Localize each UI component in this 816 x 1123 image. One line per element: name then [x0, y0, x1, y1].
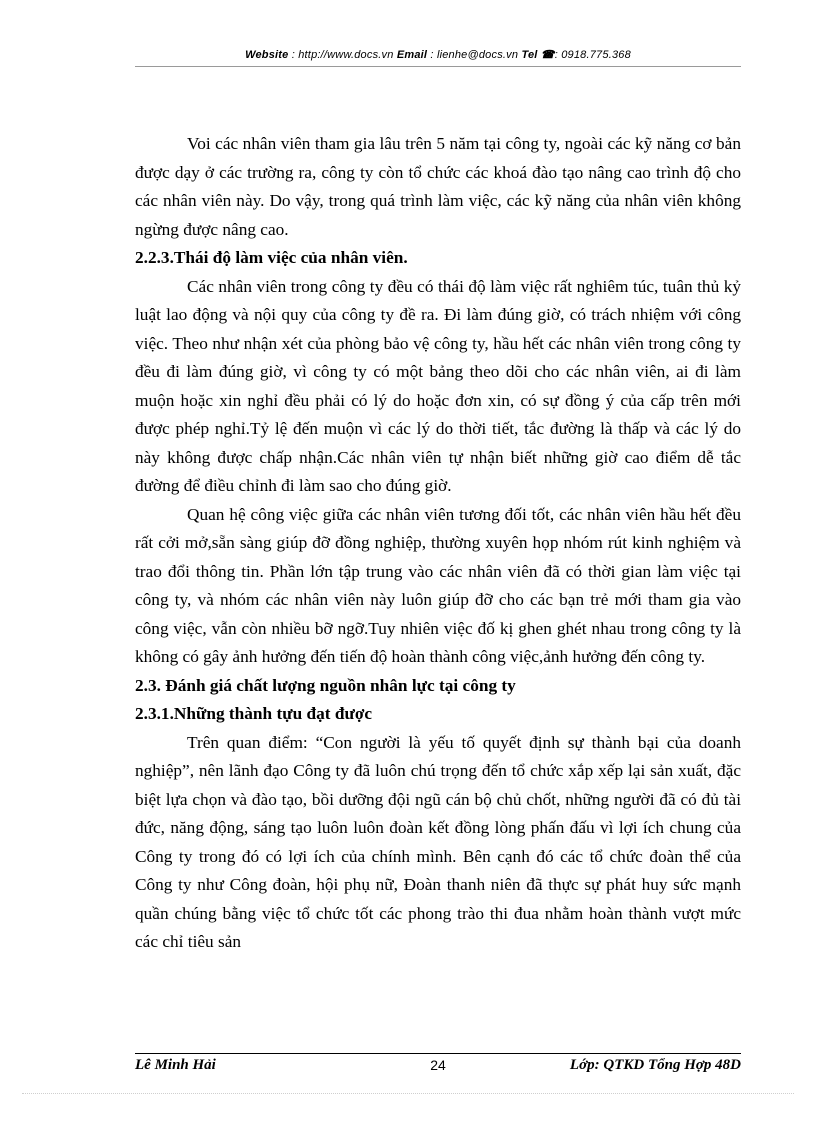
tel-label: Tel — [521, 49, 538, 61]
page-content — [135, 130, 741, 957]
page-header — [135, 48, 741, 61]
phone-number: : 0918.775.368 — [554, 49, 631, 61]
website-label: Website — [245, 49, 289, 61]
footer-divider — [135, 1053, 741, 1054]
paragraph-1: Voi các nhân viên tham gia lâu trên 5 năm tại công ty, ngoài các kỹ năng cơ bản được dạy ở các trường ra, công ty còn tổ chức các khoá đào tạo nâng cao trình độ cho các nhân viên này. Do vậy, trong quá trình làm việc, các kỹ năng của nhân viên không ngừng được nâng cao. — [135, 134, 741, 239]
heading-2-2-3: 2.2.3.Thái độ làm việc của nhân viên. — [135, 248, 408, 267]
page-number: 24 — [430, 1057, 446, 1073]
paragraph-4: Trên quan điểm: “Con người là yếu tố quyết định sự thành bại của doanh nghiệp”, nên lãnh đạo Công ty đã luôn chú trọng đến tổ chức xắp xếp lại sản xuất, đặc biệt lựa chọn và đào tạo, bồi dưỡng đội ngũ cán bộ chủ chốt, những người đã có đủ tài đức, năng động, sáng tạo luôn luôn đoàn kết đồng lòng phấn đấu vì lợi ích chung của Công ty trong đó có lợi ích của chính mình. Bên cạnh đó các tổ chức đoàn thể của Công ty như Công đoàn, hội phụ nữ, Đoàn thanh niên đã thực sự phát huy sức mạnh quần chúng bằng việc tổ chức tốt các phong trào thi đua nhằm hoàn thành vượt mức các chỉ tiêu sản — [135, 732, 741, 951]
phone-icon: ☎ — [540, 49, 555, 61]
email-label: Email — [396, 49, 428, 61]
footer-class: Lớp: QTKD Tổng Hợp 48D — [569, 1057, 741, 1073]
footer-author: Lê Minh Hải — [135, 1057, 216, 1073]
paragraph-2: Các nhân viên trong công ty đều có thái độ làm việc rất nghiêm túc, tuân thủ kỷ luật lao động và nội quy của công ty đề ra. Đi làm đúng giờ, có trách nhiệm với công việc. Theo như nhận xét của phòng bảo vệ công ty, hầu hết các nhân viên trong công ty đều đi làm đúng giờ, vì công ty có một bảng theo dõi cho các nhân viên, ai đi làm muộn hoặc xin nghỉ đều phải có lý do hoặc đơn xin, có sự đồng ý của cấp trên mới được phép nghỉ.Tỷ lệ đến muộn vì các lý do thời tiết, tắc đường là thấp và các lý do này không được chấp nhận.Các nhân viên tự nhận biết những giờ cao điểm dễ tắc đường để điều chỉnh đi làm sao cho đúng giờ. — [135, 276, 741, 495]
header-divider — [135, 66, 741, 67]
heading-2-3: 2.3. Đánh giá chất lượng nguồn nhân lực tại công ty — [135, 675, 516, 695]
page-bottom-border — [22, 1093, 794, 1094]
page-footer — [135, 1057, 741, 1081]
paragraph-3: Quan hệ công việc giữa các nhân viên tương đối tốt, các nhân viên hầu hết đều rất cởi mở,sẵn sàng giúp đỡ đồng nghiệp, thường xuyên họp nhóm rút kinh nghiệm và trao đổi thông tin. Phần lớn tập trung vào các nhân viên đã có thời gian làm việc tại công ty, và nhóm các nhân viên này luôn giúp đỡ cho các bạn trẻ mới tham gia vào công việc, vẫn còn nhiều bỡ ngỡ.Tuy nhiên việc đố kị ghen ghét nhau trong công ty là không có gây ảnh hưởng đến tiến độ hoàn thành công việc,ảnh hưởng đến công ty. — [135, 504, 741, 666]
heading-2-3-1: 2.3.1.Những thành tựu đạt được — [135, 704, 373, 723]
email-address: : lienhe@docs.vn — [427, 49, 522, 61]
website-url: : http://www.docs.vn — [288, 49, 397, 61]
